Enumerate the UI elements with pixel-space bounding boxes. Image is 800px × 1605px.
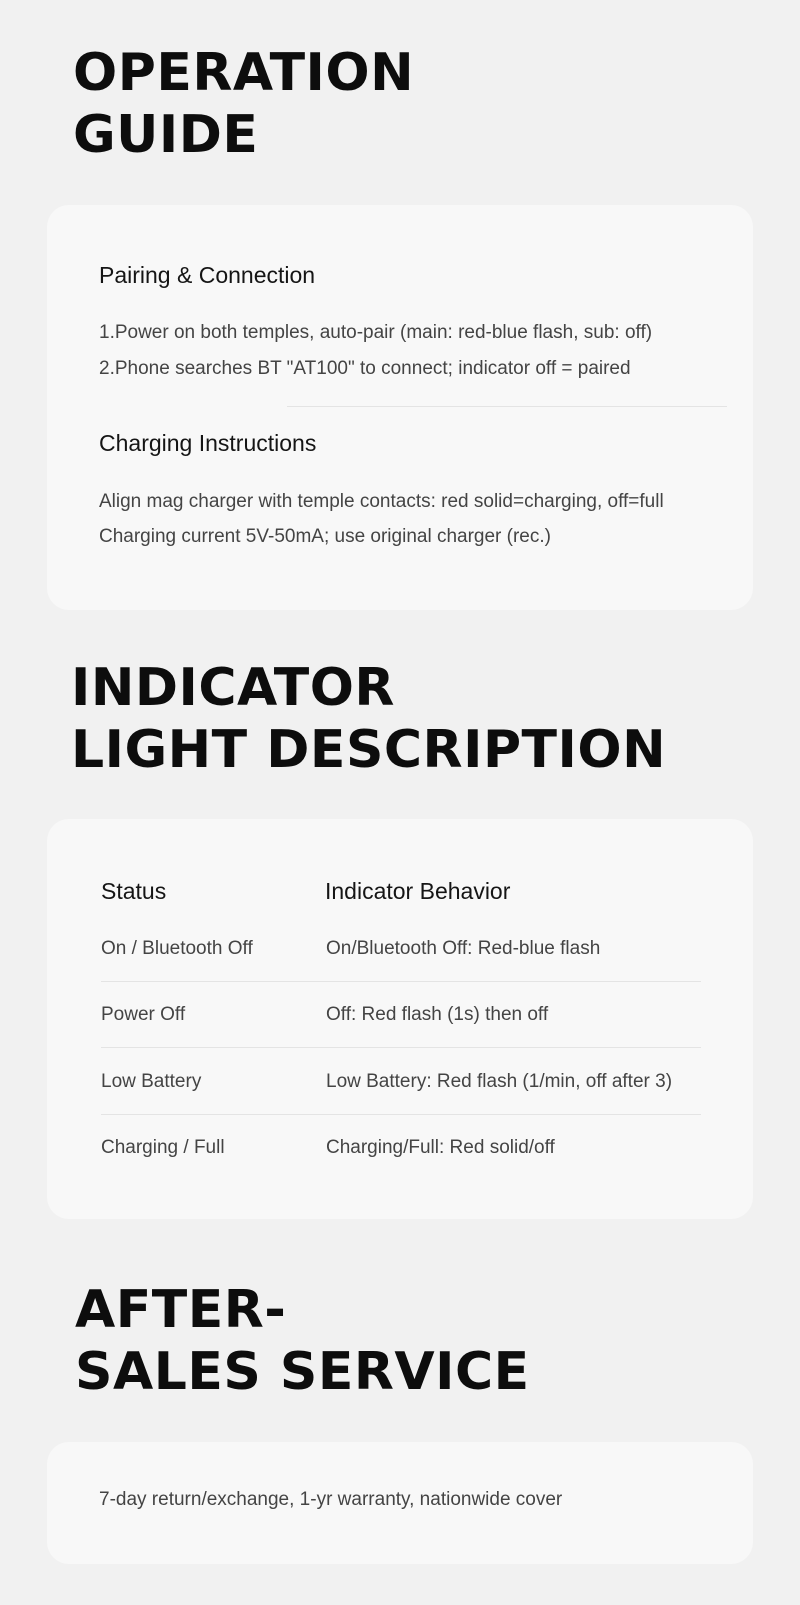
indicator-title [71, 657, 666, 781]
charging-line-1: Align mag charger with temple contacts: red solid=charging, off=full [99, 491, 664, 512]
indicator-title-line1: INDICATOR [71, 658, 395, 718]
table-row-3-status: Low Battery [101, 1071, 202, 1092]
card-divider [287, 406, 727, 407]
table-row-4-behavior: Charging/Full: Red solid/off [326, 1137, 555, 1158]
operation-guide-card [47, 205, 753, 610]
table-row-1-status: On / Bluetooth Off [101, 938, 253, 959]
operation-guide-title [73, 42, 414, 166]
table-header-status: Status [101, 878, 167, 904]
table-row-4-status: Charging / Full [101, 1137, 225, 1158]
pairing-line-2: 2.Phone searches BT "AT100" to connect; indicator off = paired [99, 358, 631, 379]
charging-heading: Charging Instructions [99, 430, 317, 456]
operation-guide-title-line2: GUIDE [73, 105, 259, 165]
table-row-3-behavior: Low Battery: Red flash (1/min, off after 3) [326, 1071, 673, 1092]
operation-guide-title-line1: OPERATION [73, 43, 415, 103]
after-sales-card [47, 1442, 753, 1564]
after-sales-text: 7-day return/exchange, 1-yr warranty, nationwide cover [99, 1489, 563, 1510]
table-row-divider [101, 981, 701, 982]
table-row-2-behavior: Off: Red flash (1s) then off [326, 1004, 549, 1025]
pairing-heading: Pairing & Connection [99, 262, 316, 288]
table-row-divider [101, 1114, 701, 1115]
charging-line-2: Charging current 5V-50mA; use original charger (rec.) [99, 526, 551, 547]
table-header-behavior: Indicator Behavior [325, 878, 511, 904]
indicator-title-line2: LIGHT DESCRIPTION [71, 720, 667, 780]
after-sales-title-line2: SALES SERVICE [75, 1342, 530, 1402]
after-sales-title [75, 1279, 530, 1403]
table-row-1-behavior: On/Bluetooth Off: Red-blue flash [326, 938, 601, 959]
pairing-line-1: 1.Power on both temples, auto-pair (main: red-blue flash, sub: off) [99, 322, 653, 343]
table-row-divider [101, 1047, 701, 1048]
indicator-table-card [47, 819, 753, 1219]
table-row-2-status: Power Off [101, 1004, 186, 1025]
after-sales-title-line1: AFTER- [75, 1280, 287, 1340]
